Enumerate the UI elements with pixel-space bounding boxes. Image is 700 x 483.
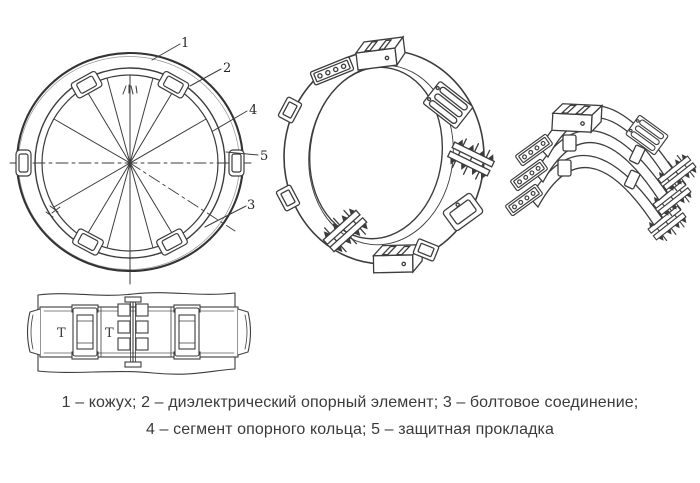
leader-line-4 [213, 111, 247, 131]
front-view-diagram [0, 0, 280, 292]
callout-label-3: 3 [247, 198, 256, 213]
section-clamp [72, 305, 98, 359]
end-pad-right [238, 309, 251, 355]
segment-lug [563, 135, 576, 151]
caption-line-1: 1 – кожух; 2 – диэлектрический опорный элемент; 3 – болтовое соединение; [61, 394, 639, 411]
segment-lug [558, 160, 571, 176]
caption-line-2: 4 – сегмент опорного кольца; 5 – защитная прокладка [146, 421, 554, 438]
callout-label-4: 4 [249, 103, 258, 118]
iso-finned-clamp-upper-right [423, 81, 473, 129]
callout-label-1: 1 [181, 36, 190, 51]
callout-label-5: 5 [260, 149, 269, 164]
end-pad-left [28, 309, 41, 355]
iso-clamp-lower-right [442, 192, 484, 231]
segment-finned-clamp [626, 115, 669, 155]
iso-bolt-plate-top-left [310, 57, 354, 86]
leader-line-3 [205, 206, 246, 227]
iso-bolted-flange-right [444, 134, 498, 184]
isometric-view-diagram [268, 26, 503, 281]
figure-caption [0, 389, 700, 443]
casing-wall-top [38, 293, 235, 296]
radial-lines [54, 75, 206, 284]
iso-clamp-block-top [356, 37, 405, 70]
section-label-t1: Т [57, 326, 66, 341]
section-view-diagram [13, 281, 253, 381]
callout-label-2: 2 [223, 61, 232, 76]
segments-view-diagram [496, 86, 700, 244]
section-clamp [174, 305, 200, 359]
section-label-t2: Т [105, 326, 114, 341]
protective-pad [16, 150, 31, 176]
casing-wall-bottom [38, 369, 235, 374]
